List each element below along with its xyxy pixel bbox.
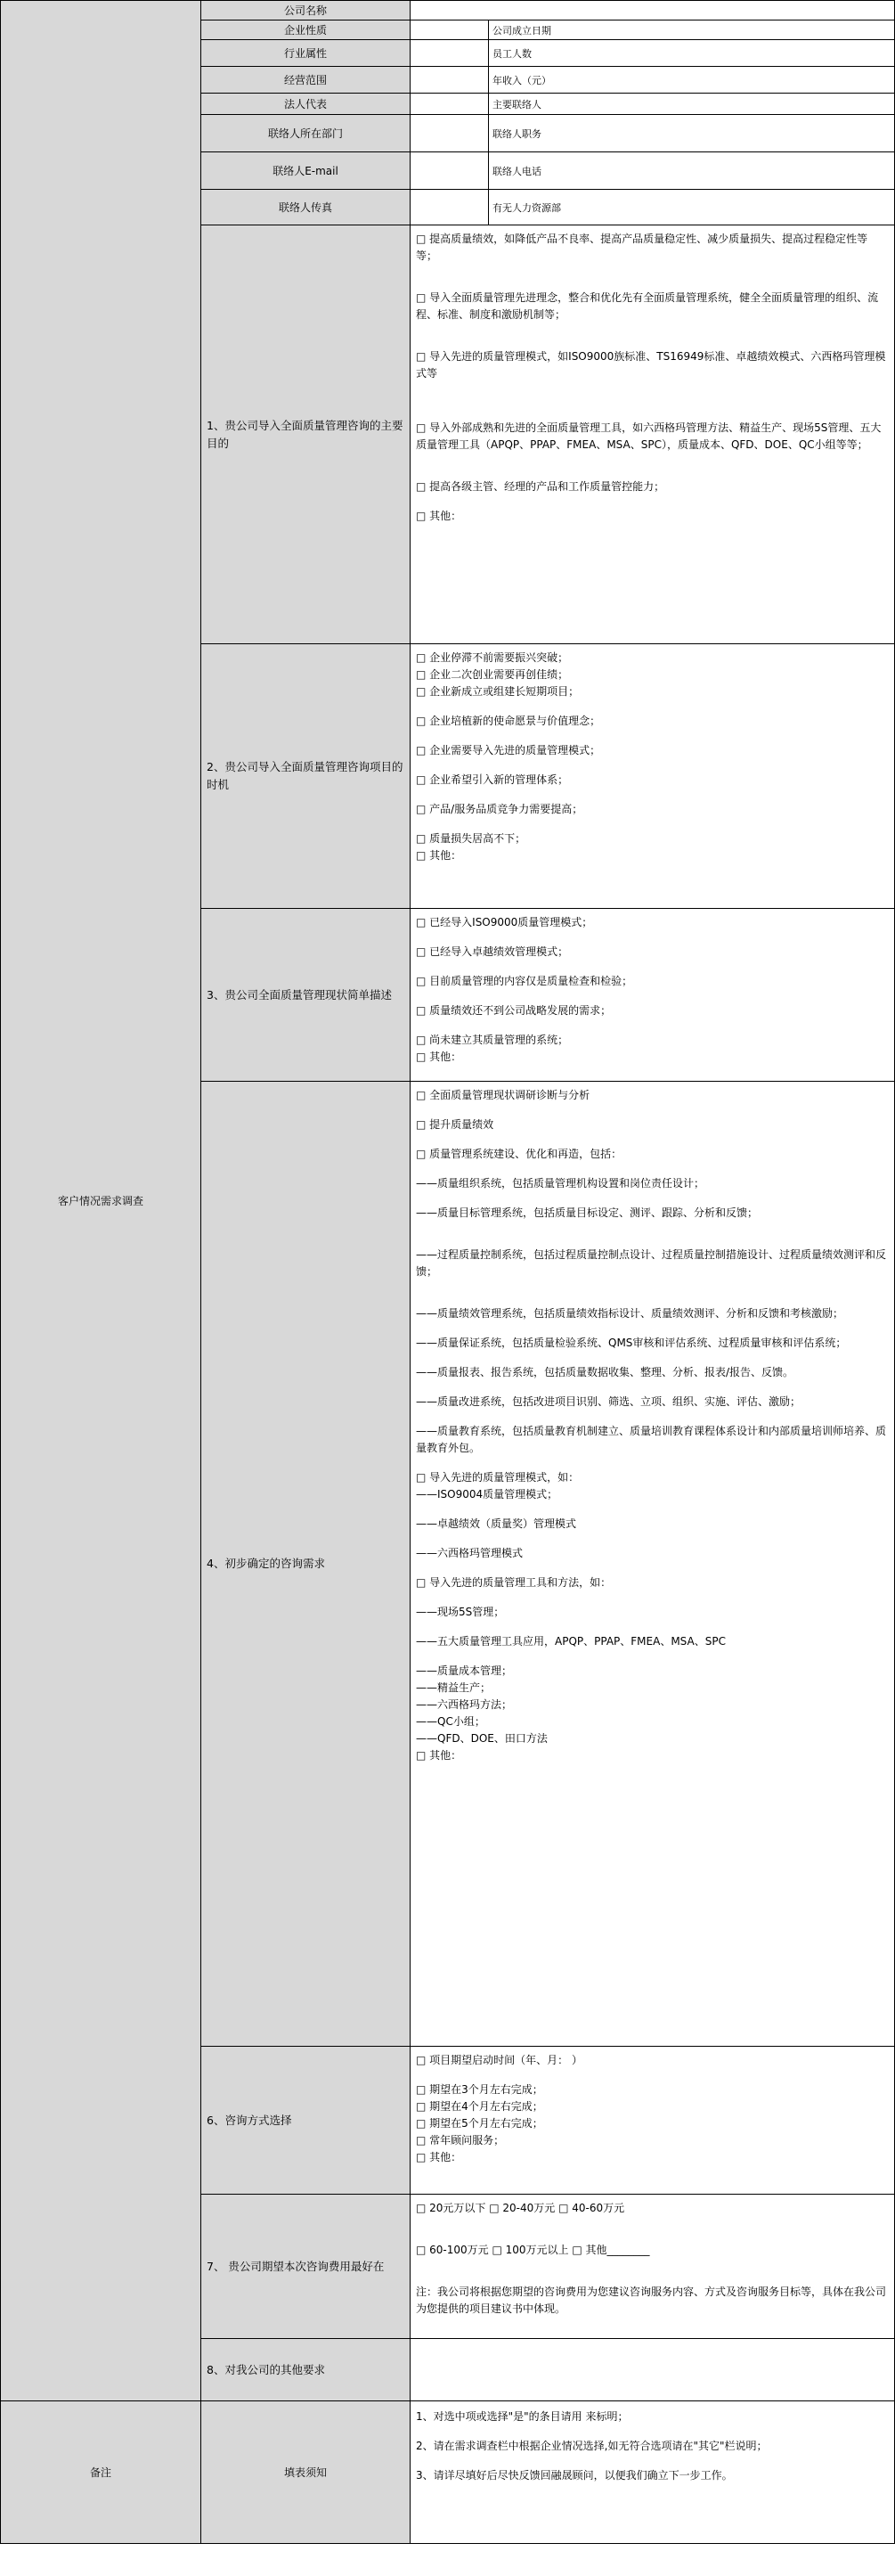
section-question: [201, 909, 411, 1082]
option-line: ——质量教育系统，包括质量教育机制建立、质量培训教育课程体系设计和内部质量培训师培养、质量教育外包。: [416, 1425, 887, 1454]
spacer: [416, 1222, 889, 1234]
spacer: [416, 1411, 889, 1423]
option-line: ——卓越绩效（质量奖）管理模式: [416, 1517, 577, 1530]
spacer: [416, 931, 889, 944]
option-line: □ 其他：: [416, 849, 462, 862]
option-line: □ 产品/服务品质竞争力需要提高；: [416, 803, 583, 815]
spacer: [416, 407, 889, 420]
option-line: ——ISO9004质量管理模式；: [416, 1488, 558, 1501]
option-line: □ 质量绩效还不到公司战略发展的需求；: [416, 1004, 612, 1017]
section-options: [411, 2195, 895, 2339]
spacer: [416, 990, 889, 1002]
spacer: [416, 382, 889, 395]
option-line: □ 期望在4个月左右完成；: [416, 2100, 543, 2113]
spacer: [416, 1533, 889, 1545]
option-line: ——五大质量管理工具应用，APQP、PPAP、FMEA、MSA、SPC: [416, 1635, 726, 1648]
spacer: [416, 818, 889, 830]
spacer: [416, 2259, 889, 2271]
option-line: □ 已经导入卓越绩效管理模式；: [416, 945, 569, 958]
spacer: [416, 1104, 889, 1116]
option-line: ——质量目标管理系统，包括质量目标设定、测评、跟踪、分析和反馈；: [416, 1206, 759, 1219]
spacer: [416, 2425, 889, 2438]
spacer: [416, 789, 889, 801]
section-question-text: 2、贵公司导入全面质量管理咨询项目的时机: [207, 760, 403, 791]
option-line: □ 尚未建立其质量管理的系统；: [416, 1034, 569, 1046]
note-line: 3、请详尽填好后尽快反馈回融晟顾问，以便我们确立下一步工作。: [416, 2469, 733, 2482]
field-label-right: [489, 152, 895, 190]
option-line: □ 其他：: [416, 2151, 462, 2163]
field-value[interactable]: [411, 67, 489, 94]
field-label-right: [489, 94, 895, 115]
option-line: □ 提升质量绩效: [416, 1118, 494, 1131]
field-label-text: 联络人所在部门: [267, 127, 343, 140]
spacer: [416, 1352, 889, 1364]
remarks-sublabel-text: 填表须知: [283, 2466, 327, 2479]
option-line: □ 其他：: [416, 1051, 462, 1063]
spacer: [416, 495, 889, 508]
section-options: [411, 225, 895, 644]
spacer: [416, 2229, 889, 2242]
field-label: [201, 20, 411, 40]
option-line: □ 全面质量管理现状调研诊断与分析: [416, 1089, 590, 1101]
section-question: [201, 644, 411, 909]
category-label: 客户情况需求调查: [57, 1195, 143, 1207]
option-line: □ 导入外部成熟和先进的全面质量管理工具，如六西格玛管理方法、精益生产、现场5S管理、五大质量管理工具（APQP、PPAP、FMEA、MSA、SPC），质量成本、QFD、DOE、QC小组等等；: [416, 421, 882, 451]
option-line: □ 提高各级主管、经理的产品和工作质量管控能力；: [416, 480, 665, 493]
spacer: [416, 759, 889, 772]
option-line: □ 导入先进的质量管理工具和方法，如：: [416, 1576, 612, 1589]
option-line: □ 期望在3个月左右完成；: [416, 2083, 543, 2096]
field-value[interactable]: [411, 94, 489, 115]
option-line: □ 目前质量管理的内容仅是质量检查和检验；: [416, 975, 633, 987]
field-label-right-text: 联络人职务: [492, 127, 541, 140]
option-line: ——质量报表、报告系统，包括质量数据收集、整理、分析、报表/报告、反馈。: [416, 1366, 794, 1378]
field-label-right: [489, 190, 895, 225]
section-question-text: 7、 贵公司期望本次咨询费用最好在: [207, 2259, 385, 2273]
spacer: [416, 323, 889, 336]
field-label: [201, 152, 411, 190]
section-options: [411, 1082, 895, 2047]
option-line: ——六西格玛管理模式: [416, 1547, 524, 1559]
section-question-text: 3、贵公司全面质量管理现状简单描述: [207, 987, 392, 1002]
field-value[interactable]: [411, 40, 489, 67]
field-label: [201, 94, 411, 115]
spacer: [416, 454, 889, 466]
option-line: ——精益生产；: [416, 1681, 492, 1694]
spacer: [416, 1591, 889, 1604]
section-options: [411, 2047, 895, 2195]
field-label-text: 联络人E-mail: [273, 165, 338, 177]
option-line: ——质量成本管理；: [416, 1664, 513, 1677]
option-line: ——质量绩效管理系统，包括质量绩效指标设计、质量绩效测评、分析和反馈和考核激励；: [416, 1307, 844, 1320]
spacer: [416, 2069, 889, 2081]
field-label-right: [489, 115, 895, 152]
option-line: □ 企业需要导入先进的质量管理模式；: [416, 744, 601, 756]
option-line: □ 20元万以下 □ 20-40万元 □ 40-60万元: [416, 2202, 625, 2214]
field-label-text: 行业属性: [283, 47, 327, 60]
field-label-right-text: 年收入（元）: [492, 74, 551, 86]
spacer: [416, 1562, 889, 1574]
field-label: [201, 40, 411, 67]
spacer: [416, 1163, 889, 1175]
option-line: ——QC小组；: [416, 1715, 485, 1728]
option-line: □ 企业培植新的使命愿景与价值理念；: [416, 715, 601, 727]
option-line: □ 导入全面质量管理先进理念，整合和优化先有全面质量管理系统，健全全面质量管理的组织、流程、标准、制度和激励机制等；: [416, 291, 879, 321]
field-label-right-text: 员工人数: [492, 47, 532, 60]
field-value[interactable]: [411, 20, 489, 40]
field-label-right-text: 有无人力资源部: [492, 201, 561, 214]
field-value[interactable]: [411, 115, 489, 152]
field-value[interactable]: [411, 190, 489, 225]
spacer: [416, 700, 889, 713]
section-question: [201, 2047, 411, 2195]
spacer: [416, 1457, 889, 1469]
option-line: ——六西格玛方法；: [416, 1698, 513, 1711]
spacer: [416, 1280, 889, 1293]
spacer: [416, 2455, 889, 2467]
spacer: [416, 1381, 889, 1394]
spacer: [416, 2217, 889, 2229]
option-line: ——质量组织系统，包括质量管理机构设置和岗位责任设计；: [416, 1177, 705, 1190]
field-label-text: 经营范围: [283, 74, 327, 86]
remarks-notes: [411, 2401, 895, 2544]
field-label-right-text: 公司成立日期: [492, 24, 551, 37]
spacer: [416, 1621, 889, 1633]
field-label-right: [489, 40, 895, 67]
spacer: [416, 1293, 889, 1305]
section-question: [201, 2339, 411, 2401]
field-label-text: 公司名称: [283, 4, 327, 17]
category-cell: [1, 1, 201, 2401]
remarks-label-text: 备注: [89, 2466, 111, 2479]
section-question: [201, 225, 411, 644]
field-label-right: [489, 20, 895, 40]
spacer: [416, 1650, 889, 1663]
option-line: □ 企业希望引入新的管理体系；: [416, 773, 569, 786]
spacer: [416, 395, 889, 407]
field-value[interactable]: [411, 152, 489, 190]
note-line: 1、对选中项或选择"是"的条目请用 来标明；: [416, 2410, 629, 2423]
option-line: □ 导入先进的质量管理模式，如：: [416, 1471, 580, 1484]
field-value[interactable]: [411, 1, 895, 20]
spacer: [416, 1503, 889, 1516]
spacer: [416, 1133, 889, 1146]
spacer: [416, 1234, 889, 1247]
field-label-right-text: 联络人电话: [492, 165, 541, 177]
option-line: □ 企业停滞不前需要振兴突破；: [416, 651, 569, 664]
spacer: [416, 265, 889, 277]
option-line: 注：我公司将根据您期望的咨询费用为您建议咨询服务内容、方式及咨询服务目标等，具体在我公司为您提供的项目建议书中体现。: [416, 2286, 887, 2315]
spacer: [416, 336, 889, 348]
section-options: [411, 2339, 895, 2401]
option-line: □ 其他：: [416, 1749, 462, 1762]
option-line: □ 企业新成立或组建长短期项目；: [416, 685, 580, 698]
field-label-text: 法人代表: [283, 98, 327, 110]
spacer: [416, 1192, 889, 1205]
option-line: □ 导入先进的质量管理模式，如ISO9000族标准、TS16949标准、卓越绩效模式、六西格玛管理模式等: [416, 350, 886, 380]
section-options: [411, 909, 895, 1082]
section-question: [201, 2195, 411, 2339]
option-line: □ 60-100万元 □ 100万元以上 □ 其他________: [416, 2244, 650, 2256]
field-label: [201, 190, 411, 225]
option-line: □ 其他：: [416, 510, 462, 522]
option-line: ——过程质量控制系统，包括过程质量控制点设计、过程质量控制措施设计、过程质量绩效测评和反馈；: [416, 1248, 887, 1278]
option-line: □ 常年顾问服务；: [416, 2134, 505, 2147]
section-question-text: 8、对我公司的其他要求: [207, 2362, 325, 2376]
option-line: ——QFD、DOE、田口方法: [416, 1732, 548, 1745]
option-line: □ 提高质量绩效，如降低产品不良率、提高产品质量稳定性、减少质量损失、提高过程稳定性等等；: [416, 233, 868, 262]
section-question-text: 6、咨询方式选择: [207, 2113, 292, 2127]
option-line: □ 期望在5个月左右完成；: [416, 2117, 543, 2130]
spacer: [416, 277, 889, 290]
option-line: ——质量保证系统，包括质量检验系统、QMS审核和评估系统、过程质量审核和评估系统；: [416, 1337, 847, 1349]
field-label: [201, 115, 411, 152]
spacer: [416, 2271, 889, 2284]
option-line: □ 质量管理系统建设、优化和再造，包括：: [416, 1148, 622, 1160]
option-line: □ 企业二次创业需要再创佳绩；: [416, 668, 569, 681]
field-label-right-text: 主要联络人: [492, 98, 541, 110]
option-line: □ 质量损失居高不下；: [416, 832, 526, 845]
spacer: [416, 961, 889, 973]
spacer: [416, 730, 889, 742]
remarks-sublabel: [201, 2401, 411, 2544]
spacer: [416, 1322, 889, 1335]
field-label: [201, 67, 411, 94]
field-label-text: 联络人传真: [278, 201, 332, 214]
option-line: □ 项目期望启动时间（年、月： ）: [416, 2054, 582, 2066]
spacer: [416, 1019, 889, 1032]
remarks-label: [1, 2401, 201, 2544]
section-options: [411, 644, 895, 909]
option-line: ——质量改进系统，包括改进项目识别、筛选、立项、组织、实施、评估、激励；: [416, 1395, 801, 1408]
field-label-text: 企业性质: [283, 24, 327, 37]
option-line: ——现场5S管理；: [416, 1606, 505, 1618]
spacer: [416, 466, 889, 478]
field-label: [201, 1, 411, 20]
option-line: □ 已经导入ISO9000质量管理模式；: [416, 916, 593, 928]
section-question-text: 4、初步确定的咨询需求: [207, 1557, 325, 1570]
note-line: 2、请在需求调查栏中根据企业情况选择,如无符合选项请在"其它"栏说明；: [416, 2440, 768, 2452]
section-question-text: 1、贵公司导入全面质量管理咨询的主要目的: [207, 418, 403, 450]
section-question: [201, 1082, 411, 2047]
field-label-right: [489, 67, 895, 94]
